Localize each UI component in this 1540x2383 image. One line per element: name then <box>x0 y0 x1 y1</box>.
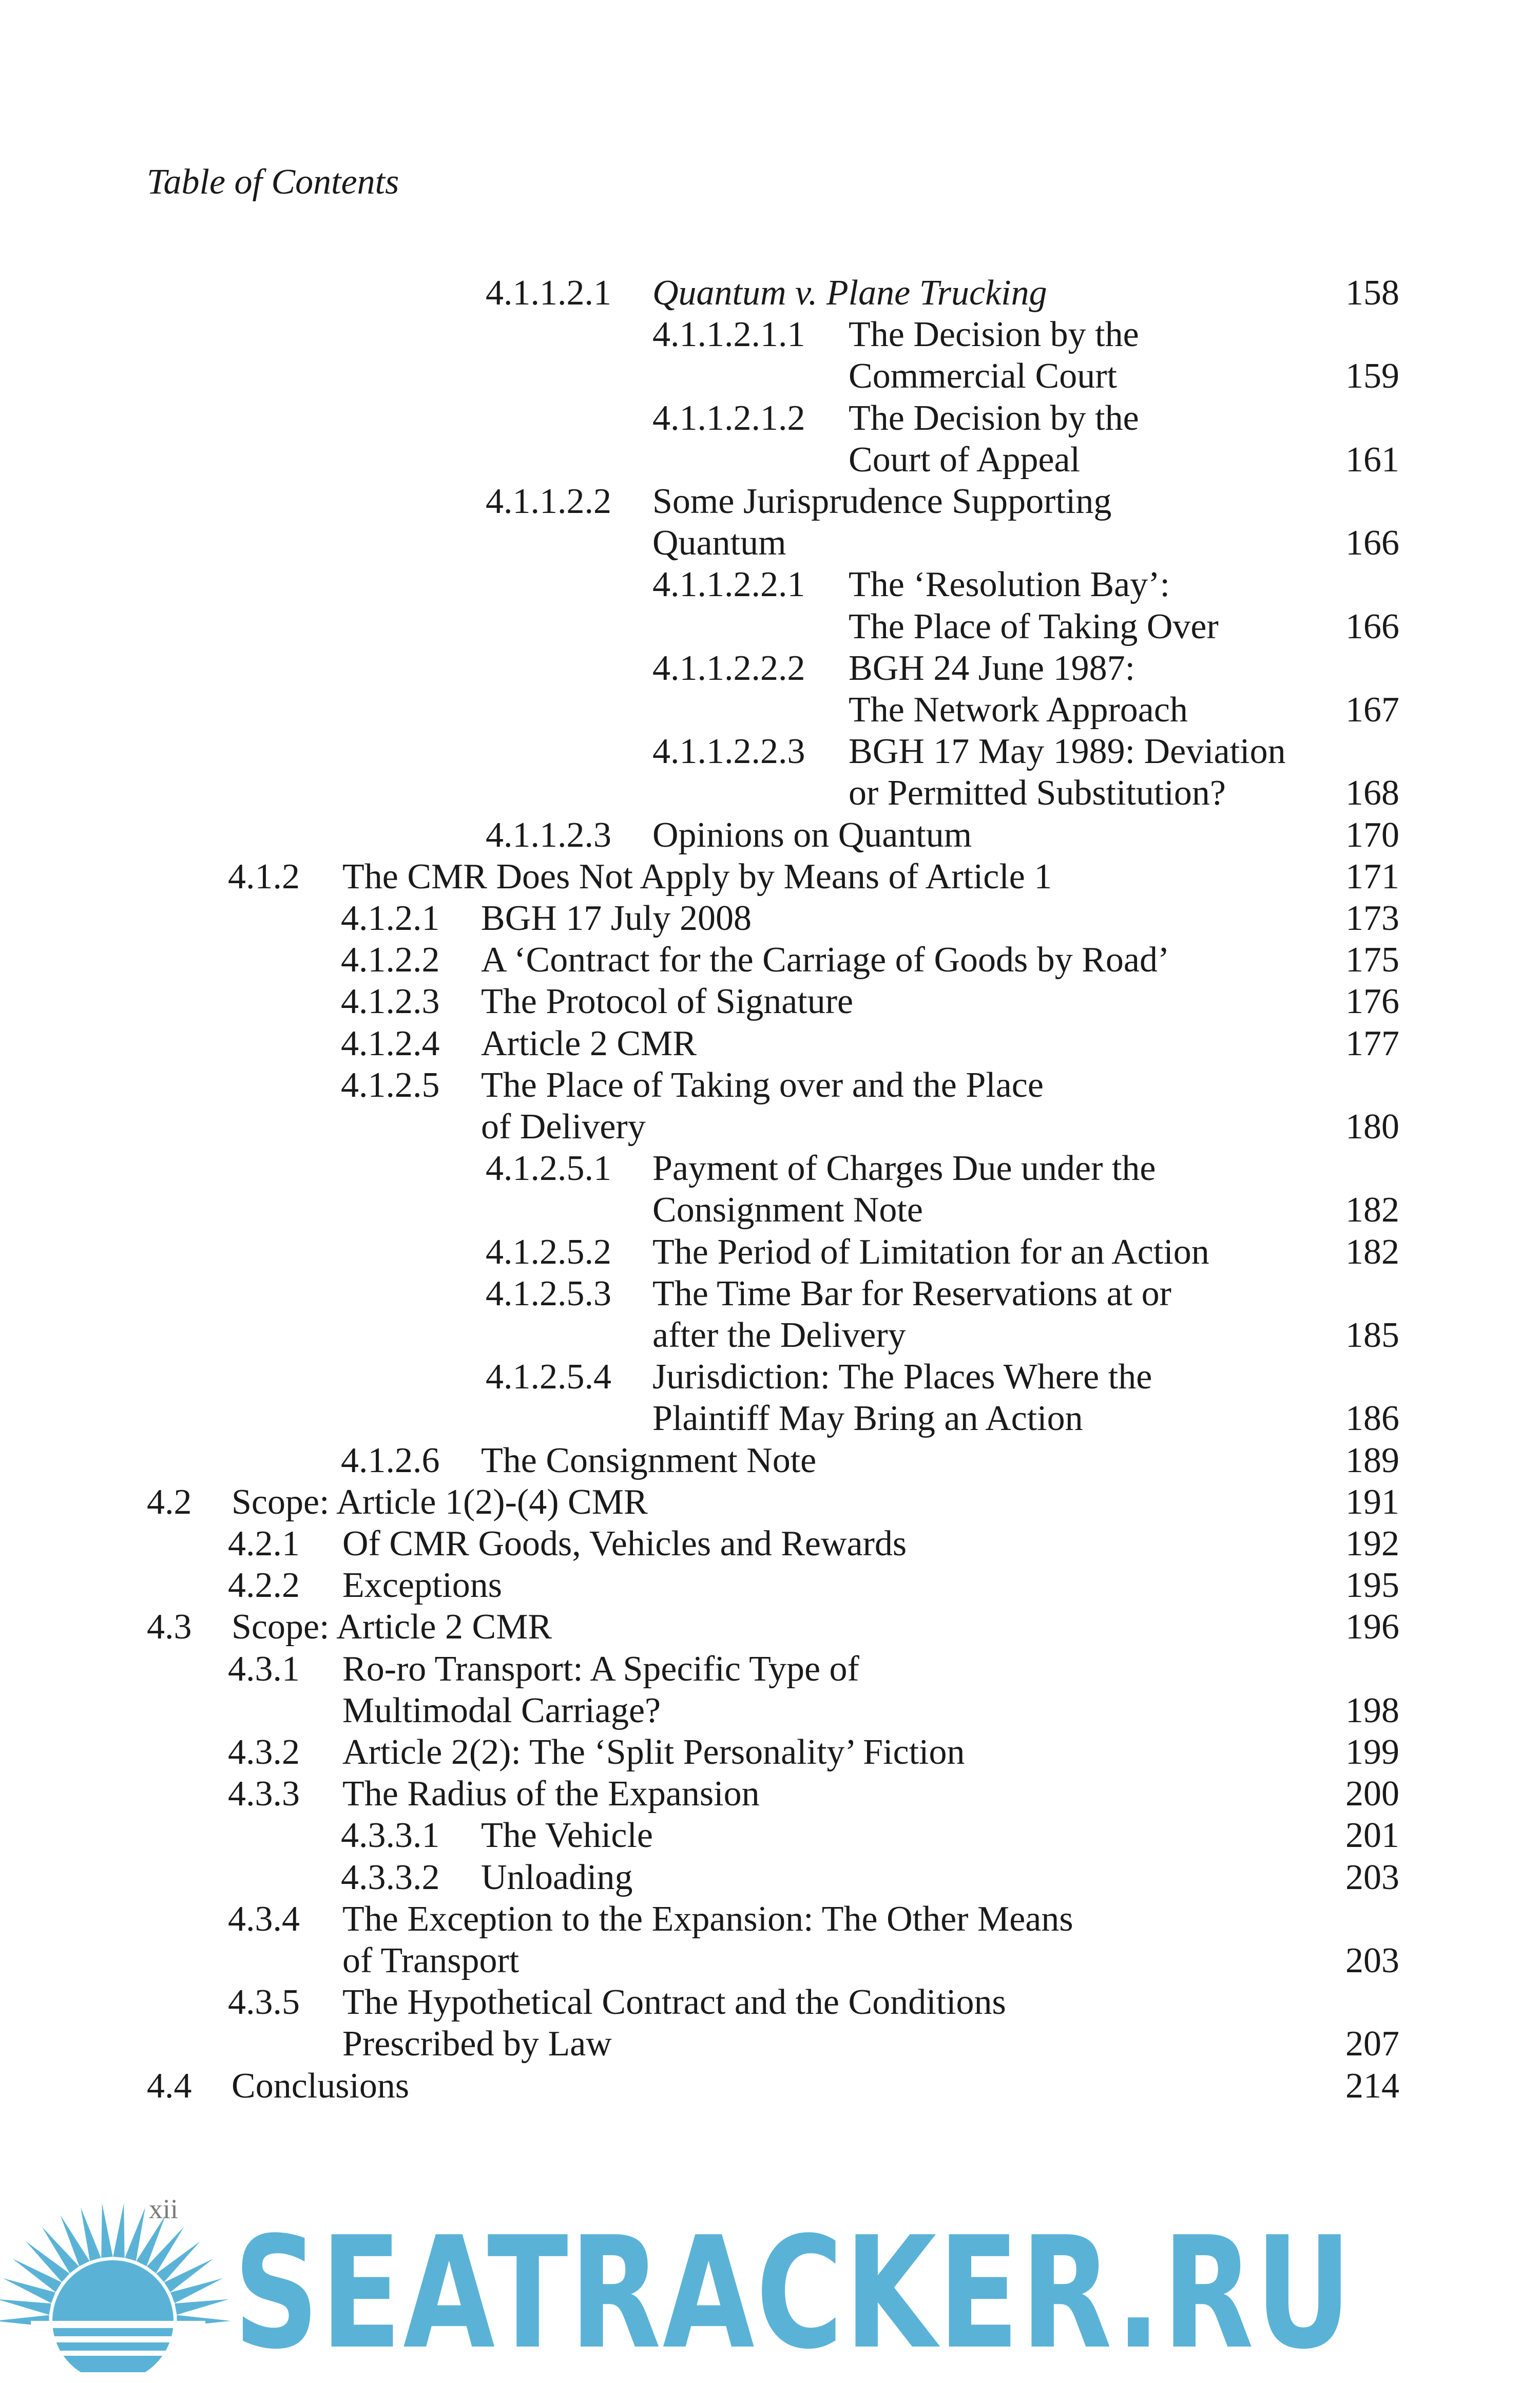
toc-entry-page: 171 <box>1345 857 1399 897</box>
toc-line <box>147 1609 1399 1650</box>
toc-entry-page: 177 <box>1345 1024 1399 1063</box>
toc-entry-page: 195 <box>1345 1566 1399 1605</box>
toc-line <box>147 1568 1399 1609</box>
toc-entry-page: 166 <box>1345 523 1399 563</box>
toc-entry-number: 4.1.2.5.3 <box>486 1274 611 1313</box>
toc-entry-page: 189 <box>1345 1441 1399 1480</box>
toc-entry-title: Prescribed by Law <box>342 2024 612 2064</box>
toc-entry-number: 4.1.1.2.1.1 <box>652 315 805 354</box>
running-head: Table of Contents <box>147 162 399 202</box>
toc-entry-page: 161 <box>1345 440 1399 480</box>
toc-entry-page: 207 <box>1345 2024 1399 2064</box>
toc-entry-number: 4.3.3.2 <box>341 1858 440 1897</box>
toc-entry-page: 185 <box>1345 1316 1399 1355</box>
toc-entry-number: 4.1.1.2.2.3 <box>652 732 805 771</box>
toc-line <box>147 1818 1399 1859</box>
toc-line <box>147 567 1399 608</box>
toc-entry-page: 175 <box>1345 940 1399 980</box>
toc-line <box>147 1651 1399 1692</box>
sun-icon <box>0 2105 241 2372</box>
toc-entry-title: The Hypothetical Contract and the Conditions <box>342 1982 1006 2022</box>
toc-line <box>147 692 1399 733</box>
toc-line <box>147 398 1399 442</box>
toc-entry-title: of Transport <box>342 1941 519 1980</box>
toc-line <box>147 984 1399 1025</box>
toc-entry-number: 4.1.2.6 <box>341 1441 440 1480</box>
toc-entry-title: The Decision by the <box>849 398 1139 438</box>
toc-line <box>147 1693 1399 1734</box>
toc-entry-page: 173 <box>1345 899 1399 938</box>
toc-entry-number: 4.2 <box>147 1482 192 1522</box>
toc-entry-page: 192 <box>1345 1524 1399 1564</box>
toc-line <box>147 651 1399 692</box>
toc-line <box>147 275 1399 316</box>
toc-line <box>147 1234 1399 1275</box>
toc-line <box>147 525 1399 566</box>
toc-entry-title: Conclusions <box>232 2066 410 2106</box>
toc-entry-title: BGH 17 May 1989: Deviation <box>849 732 1286 771</box>
toc-entry-number: 4.3.3.1 <box>341 1816 440 1855</box>
toc-entry-page: 196 <box>1345 1607 1399 1647</box>
toc-entry-page: 203 <box>1345 1941 1399 1980</box>
toc-entry-number: 4.3.5 <box>228 1982 300 2022</box>
toc-entry-page: 158 <box>1345 273 1399 313</box>
toc-entry-title: Of CMR Goods, Vehicles and Rewards <box>342 1524 907 1564</box>
toc-entry-title: The CMR Does Not Apply by Means of Article 1 <box>342 857 1052 897</box>
toc-entry-number: 4.1.1.2.2.1 <box>652 565 805 604</box>
toc-entry-title: The Place of Taking over and the Place <box>481 1065 1044 1105</box>
toc-line <box>147 1026 1399 1067</box>
toc-entry-number: 4.1.1.2.3 <box>486 815 611 855</box>
toc-entry-number: 4.1.2.4 <box>341 1024 440 1063</box>
toc-entry-title: Some Jurisprudence Supporting <box>652 482 1112 521</box>
toc-entry-title: Scope: Article 1(2)-(4) CMR <box>232 1482 648 1522</box>
toc-entry-title: The Period of Limitation for an Action <box>652 1232 1209 1272</box>
toc-line <box>147 1318 1399 1359</box>
toc-line <box>147 1276 1399 1317</box>
toc-entry-title: Article 2 CMR <box>481 1024 697 1063</box>
toc-entry-number: 4.1.2.5.4 <box>486 1357 611 1397</box>
toc-line <box>147 1359 1399 1400</box>
toc-line <box>147 1443 1399 1484</box>
toc-entry-page: 214 <box>1345 2066 1399 2106</box>
toc-entry-title: Quantum <box>652 523 786 563</box>
toc-entry-title: The Network Approach <box>849 690 1188 730</box>
toc-line <box>147 942 1399 983</box>
sun-ray <box>101 2203 112 2258</box>
toc-entry-title: BGH 17 July 2008 <box>481 899 752 938</box>
toc-entry-page: 170 <box>1345 815 1399 855</box>
toc-entry-title: Unloading <box>481 1858 633 1897</box>
toc-entry-page: 180 <box>1345 1107 1399 1147</box>
toc-entry-title: The Consignment Note <box>481 1441 817 1480</box>
toc-line <box>147 358 1399 399</box>
toc-entry-number: 4.1.1.2.2.2 <box>652 649 805 688</box>
toc-entry-number: 4.1.1.2.2 <box>486 482 611 521</box>
toc-entry-page: 168 <box>1345 773 1399 813</box>
toc-entry-page: 200 <box>1345 1774 1399 1814</box>
toc-line <box>147 2026 1399 2067</box>
sun-ray <box>113 2203 124 2258</box>
toc-entry-page: 176 <box>1345 982 1399 1021</box>
toc-entry-title: BGH 24 June 1987: <box>849 649 1135 688</box>
toc-entry-page: 198 <box>1345 1691 1399 1730</box>
toc-entry-title: The Place of Taking Over <box>849 607 1219 646</box>
toc-entry-title: The ‘Resolution Bay’: <box>849 565 1170 604</box>
toc-line <box>147 442 1399 483</box>
toc-line <box>147 1526 1399 1567</box>
toc-entry-number: 4.1.2.5.2 <box>486 1232 611 1272</box>
toc-entry-page: 182 <box>1345 1190 1399 1230</box>
toc-entry-number: 4.1.2.5.1 <box>486 1149 611 1188</box>
toc-line <box>147 1151 1399 1192</box>
toc-line <box>147 2068 1399 2109</box>
toc-entry-title: after the Delivery <box>652 1316 906 1355</box>
toc-line <box>147 317 1399 358</box>
toc-line <box>147 901 1399 942</box>
toc-entry-title: Jurisdiction: The Places Where the <box>652 1357 1152 1397</box>
toc-entry-number: 4.2.2 <box>228 1566 300 1605</box>
toc-line <box>147 609 1399 650</box>
toc-entry-page: 159 <box>1345 356 1399 396</box>
toc-entry-number: 4.1.2.3 <box>341 982 440 1021</box>
sun-ray <box>0 2299 51 2315</box>
toc-entry-number: 4.1.1.2.1 <box>486 273 611 313</box>
toc-entry-page: 203 <box>1345 1858 1399 1897</box>
toc-line <box>147 1401 1399 1442</box>
toc-entry-title: Article 2(2): The ‘Split Personality’ Fiction <box>342 1732 965 1772</box>
toc-entry-page: 201 <box>1345 1816 1399 1855</box>
toc-entry-page: 191 <box>1345 1482 1399 1522</box>
toc-entry-title: Quantum v. Plane Trucking <box>652 273 1047 313</box>
watermark-text: SEATRACKER.RU <box>234 2204 1353 2383</box>
toc-entry-number: 4.1.2.5 <box>341 1065 440 1105</box>
toc-entry-page: 186 <box>1345 1399 1399 1438</box>
toc-entry-title: The Vehicle <box>481 1816 653 1855</box>
toc-entry-page: 167 <box>1345 690 1399 730</box>
toc-line <box>147 1109 1399 1150</box>
toc-entry-title: or Permitted Substitution? <box>849 773 1226 813</box>
toc-entry-title: Consignment Note <box>652 1190 923 1230</box>
toc-entry-title: Exceptions <box>342 1566 503 1605</box>
sun-ray <box>175 2299 229 2315</box>
toc-line <box>147 1943 1399 1984</box>
toc-entry-title: Payment of Charges Due under the <box>652 1149 1156 1188</box>
toc-line <box>147 484 1399 525</box>
toc-line <box>147 1901 1399 1942</box>
toc-entry-number: 4.1.2.1 <box>341 899 440 938</box>
toc-entry-number: 4.3 <box>147 1607 192 1647</box>
toc-entry-page: 182 <box>1345 1232 1399 1272</box>
toc-entry-title: Court of Appeal <box>849 440 1081 480</box>
toc-entry-title: The Radius of the Expansion <box>342 1774 760 1814</box>
toc-entry-title: The Protocol of Signature <box>481 982 854 1021</box>
page-folio: xii <box>149 2194 179 2224</box>
toc-line <box>147 1860 1399 1901</box>
toc-line <box>147 775 1399 816</box>
toc-entry-title: Scope: Article 2 CMR <box>232 1607 552 1647</box>
toc-entry-title: Opinions on Quantum <box>652 815 972 855</box>
toc-line <box>147 1484 1399 1526</box>
toc-entry-number: 4.2.1 <box>228 1524 300 1564</box>
toc-entry-title: Ro-ro Transport: A Specific Type of <box>342 1649 859 1689</box>
toc-entry-title: Multimodal Carriage? <box>342 1691 661 1730</box>
toc-entry-number: 4.1.1.2.1.2 <box>652 398 805 438</box>
toc-entry-title: Plaintiff May Bring an Action <box>652 1399 1083 1438</box>
toc-entry-number: 4.1.2 <box>228 857 300 897</box>
toc-line <box>147 1982 1399 2026</box>
toc-entry-number: 4.4 <box>147 2066 192 2106</box>
toc-line <box>147 817 1399 859</box>
toc-line <box>147 1734 1399 1776</box>
toc-line <box>147 1067 1399 1109</box>
toc-entry-number: 4.3.3 <box>228 1774 300 1814</box>
toc-entry-page: 166 <box>1345 607 1399 646</box>
toc-line <box>147 1192 1399 1233</box>
toc-entry-title: The Time Bar for Reservations at or <box>652 1274 1171 1313</box>
toc-entry-number: 4.3.1 <box>228 1649 300 1689</box>
toc-line <box>147 734 1399 775</box>
toc-line <box>147 859 1399 900</box>
toc-entry-title: Commercial Court <box>849 356 1117 396</box>
toc-entry-page: 199 <box>1345 1732 1399 1772</box>
table-of-contents <box>147 0 1399 2157</box>
toc-entry-title: of Delivery <box>481 1107 646 1147</box>
toc-line <box>147 1776 1399 1817</box>
toc-entry-title: The Exception to the Expansion: The Other Means <box>342 1899 1073 1939</box>
toc-entry-title: The Decision by the <box>849 315 1139 354</box>
toc-entry-number: 4.1.2.2 <box>341 940 440 980</box>
toc-entry-title: A ‘Contract for the Carriage of Goods by Road’ <box>481 940 1170 980</box>
toc-entry-number: 4.3.4 <box>228 1899 300 1939</box>
toc-entry-number: 4.3.2 <box>228 1732 300 1772</box>
